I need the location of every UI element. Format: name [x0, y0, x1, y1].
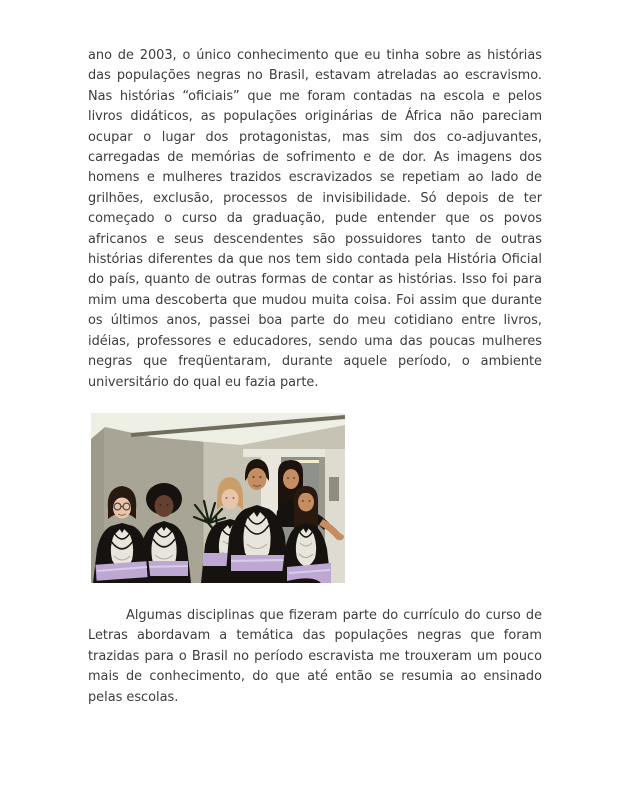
appliance-handle	[329, 477, 339, 501]
graduation-photo-figure	[91, 413, 345, 583]
paragraph-1: ano de 2003, o único conhecimento que eu tinha sobre as histórias das populações negras no Brasil, estavam atreladas ao escravismo. Nas histórias “oficiais” que me foram contadas na escola e pelos livros didáticos, as populações originárias de África não pareciam ocupar o lugar dos protagonistas, mas sim dos co-adjuvantes, carregadas de memórias de sofrimento e de dor. As imagens dos homens e mulheres trazidos escravizados se repetiam ao lado de grilhões, exclusão, processos de invisibilidade. Só depois de ter começado o curso da graduação, pude entender que os povos africanos e seus descendentes são possuidores tanto de outras histórias diferentes da que nos tem sido contada pela História Oficial do país, quanto de outras formas de contar as histórias. Isso foi para mim uma descoberta que mudou muita coisa. Foi assim que durante os últimos anos, passei boa parte do meu cotidiano entre livros, idéias, professores e educadores, sendo uma das poucas mulheres negras que freqüentaram, durante aquele período, o ambiente universitário do qual eu fazia parte.	[88, 48, 542, 390]
text-block	[88, 46, 542, 708]
person-2-face	[155, 495, 174, 517]
person-4-sash	[231, 555, 285, 571]
graduation-photo	[91, 413, 345, 583]
person-6-face	[298, 492, 314, 511]
person-4-sash-highlight	[231, 560, 285, 561]
person-5-hand	[336, 534, 344, 540]
person-5-face	[283, 469, 299, 489]
paragraph-2: Algumas disciplinas que fizeram parte do currículo do curso de Letras abordavam a temática das populações negras que foram trazidas para o Brasil no período escravista me trouxeram um pouco mais de conhecimento, do que até então se resumia ao ensinado pelas escolas.	[88, 607, 542, 705]
door-lintel	[243, 449, 331, 457]
person-3-face	[222, 489, 239, 509]
